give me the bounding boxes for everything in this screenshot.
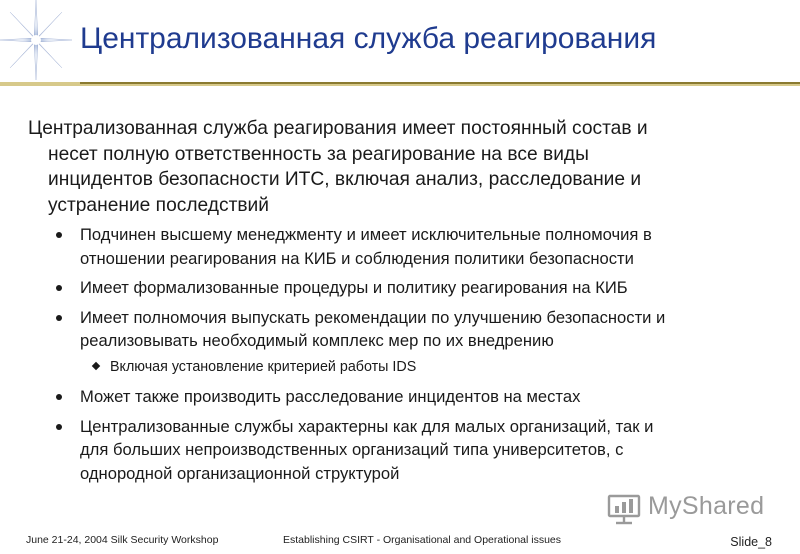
footer-topic: Establishing CSIRT - Organisational and Operational issues bbox=[283, 534, 562, 546]
sub-bullet-text: Включая установление критерией работы IDS bbox=[110, 358, 417, 375]
bullet-item bbox=[50, 385, 780, 409]
lead-line-4: устранение последствий bbox=[48, 194, 269, 216]
bullet-text: отношении реагирования на КИБ и соблюдения политики безопасности bbox=[80, 248, 634, 268]
lead-line-3: инцидентов безопасности ИТС, включая анализ, расследование и bbox=[48, 169, 642, 190]
bullet-dot-icon bbox=[56, 315, 62, 321]
diamond-bullet-icon bbox=[92, 362, 100, 370]
lead-paragraph bbox=[28, 116, 768, 218]
bullet-dot-icon bbox=[56, 424, 62, 430]
bullet-item bbox=[50, 223, 780, 270]
lead-line-2: несет полную ответственность за реагирование на все виды bbox=[48, 143, 589, 165]
bullet-dot-icon bbox=[56, 285, 62, 291]
bullet-item bbox=[50, 415, 780, 486]
watermark-logo-text: MyShared bbox=[648, 492, 765, 520]
slide-title: Централизованная служба реагирования bbox=[80, 22, 657, 55]
bullet-dot-icon bbox=[56, 232, 62, 238]
footer-event: June 21-24, 2004 Silk Security Workshop bbox=[26, 534, 219, 546]
bullet-text: Подчинен высшему менеджменту и имеет исключительные полномочия в bbox=[80, 225, 652, 244]
bullet-text: Имеет полномочия выпускать рекомендации по улучшению безопасности и bbox=[80, 307, 666, 327]
title-divider-accent bbox=[80, 82, 800, 84]
bullet-text: для больших непроизводственных организаций типа университетов, с bbox=[80, 440, 624, 460]
bullet-text: Может также производить расследование инцидентов на местах bbox=[80, 386, 581, 406]
bullet-text: Имеет формализованные процедуры и политику реагирования на КИБ bbox=[80, 278, 628, 298]
bullet-list bbox=[50, 223, 780, 491]
bullet-dot-icon bbox=[56, 394, 62, 400]
starburst-decoration-icon bbox=[0, 0, 72, 80]
bullet-item bbox=[50, 306, 780, 353]
lead-line-1: Централизованная служба реагирования имеет постоянный состав и bbox=[28, 118, 648, 139]
slide-number: Slide_8 bbox=[730, 535, 772, 549]
bullet-text: реализовывать необходимый комплекс мер по их внедрению bbox=[80, 331, 554, 351]
sub-bullet-item bbox=[50, 357, 780, 377]
bullet-text: Централизованные службы характерны как для малых организаций, так и bbox=[80, 416, 654, 436]
bullet-item bbox=[50, 276, 780, 300]
bullet-text: однородной организационной структурой bbox=[80, 463, 400, 483]
